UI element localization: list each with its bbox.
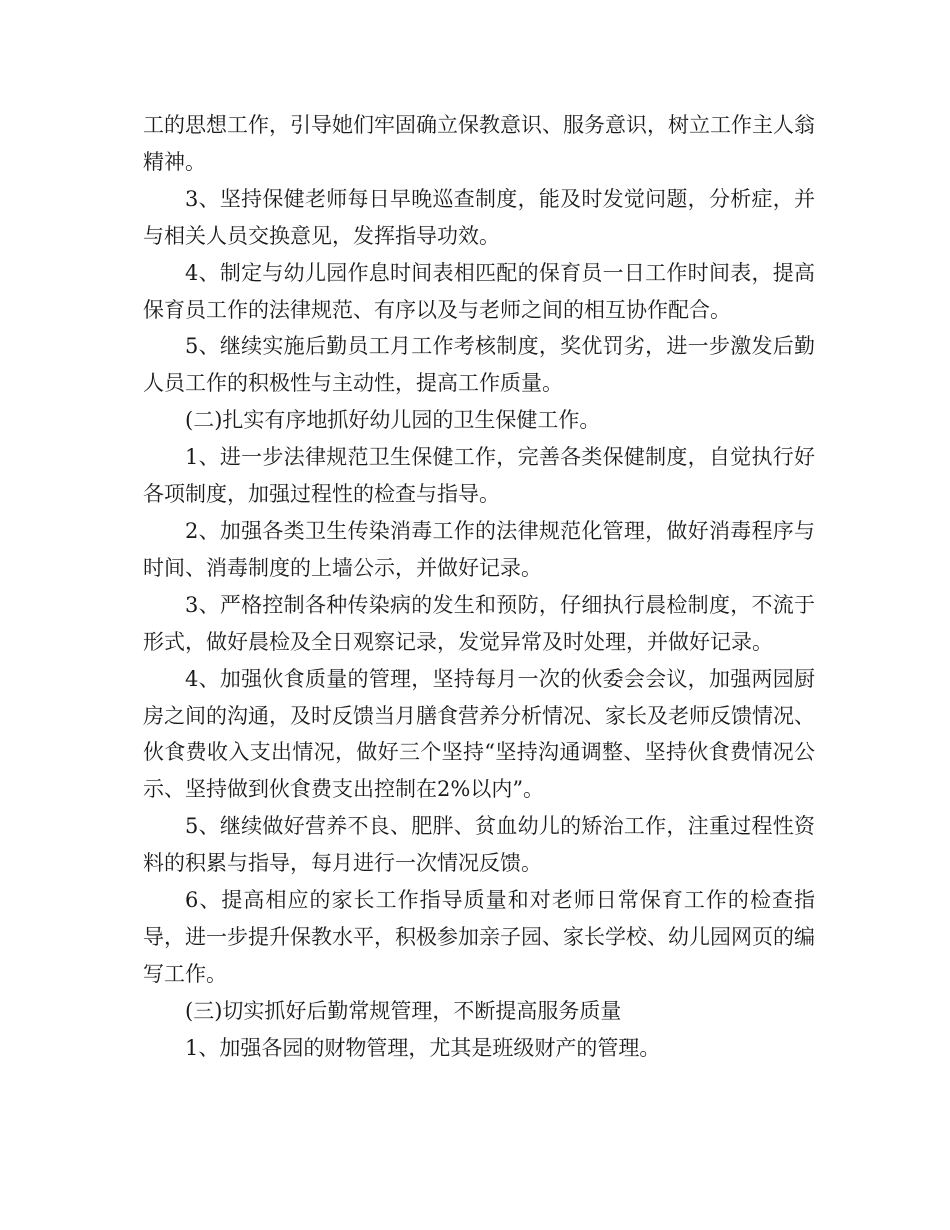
paragraph-continued: 工的思想工作，引导她们牢固确立保教意识、服务意识，树立工作主人翁精神。 (143, 113, 815, 174)
paragraph-item-5-assessment: 5、继续实施后勤员工月工作考核制度，奖优罚劣，进一步激发后勤人员工作的积极性与主动性，提高工作质量。 (143, 334, 815, 396)
paragraph-item-4-meals: 4、加强伙食质量的管理，坚持每月一次的伙委会会议，加强两园厨房之间的沟通，及时反馈当月膳食营养分析情况、家长及老师反馈情况、伙食费收入支出情况，做好三个坚持“坚持沟通调整、坚持伙食费情况公示、坚持做到伙食费支出控制在2%以内”。 (143, 666, 815, 802)
document-body (143, 107, 815, 1067)
section-heading-2: (二)扎实有序地抓好幼儿园的卫生保健工作。 (185, 408, 601, 433)
paragraph-item-5-nutrition: 5、继续做好营养不良、肥胖、贫血幼儿的矫治工作，注重过程性资料的积累与指导，每月进行一次情况反馈。 (143, 814, 815, 876)
paragraph-item-3-inspection: 3、坚持保健老师每日早晚巡查制度，能及时发觉问题，分析症，并与相关人员交换意见，发挥指导功效。 (143, 186, 815, 248)
section-heading-3: (三)切实抓好后勤常规管理，不断提高服务质量 (185, 998, 622, 1023)
paragraph-item-2-disinfection: 2、加强各类卫生传染消毒工作的法律规范化管理，做好消毒程序与时间、消毒制度的上墙公示，并做好记录。 (143, 518, 815, 580)
paragraph-item-1-standards: 1、进一步法律规范卫生保健工作，完善各类保健制度，自觉执行好各项制度，加强过程性的检查与指导。 (143, 445, 815, 507)
paragraph-item-6-parents: 6、提高相应的家长工作指导质量和对老师日常保育工作的检查指导，进一步提升保教水平，积极参加亲子园、家长学校、幼儿园网页的编写工作。 (143, 888, 815, 986)
paragraph-item-3-disease-control: 3、严格控制各种传染病的发生和预防，仔细执行晨检制度，不流于形式，做好晨检及全日观察记录，发觉异常及时处理，并做好记录。 (143, 592, 815, 654)
paragraph-item-4-schedule: 4、制定与幼儿园作息时间表相匹配的保育员一日工作时间表，提高保育员工作的法律规范、有序以及与老师之间的相互协作配合。 (143, 260, 815, 322)
paragraph-item-1-property: 1、加强各园的财物管理，尤其是班级财产的管理。 (185, 1035, 661, 1060)
